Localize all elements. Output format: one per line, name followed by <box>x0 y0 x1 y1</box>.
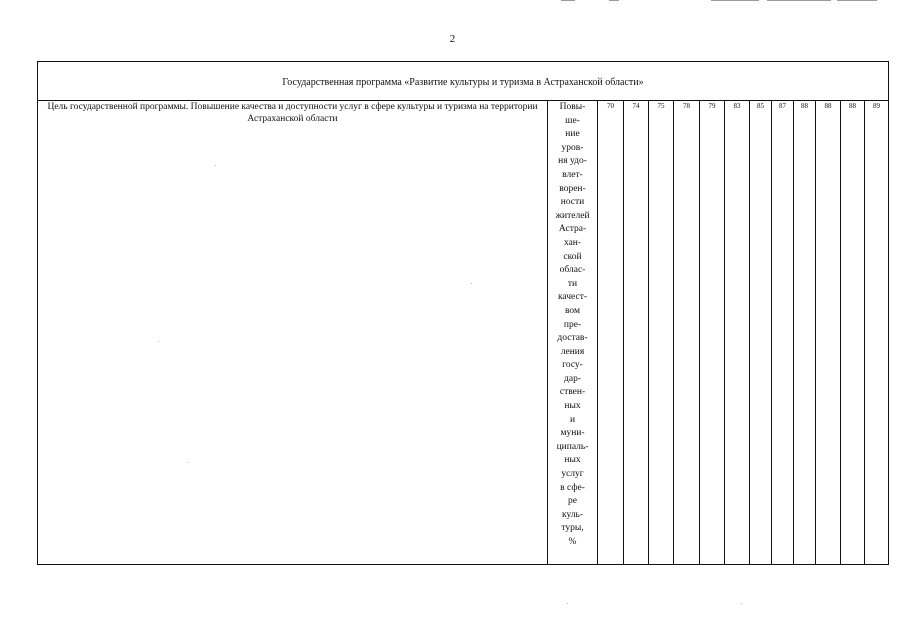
indicator-value: 78 <box>674 101 700 565</box>
program-title: Государственная программа «Развитие культуры и туризма в Астраханской области» <box>38 62 889 101</box>
program-title-row <box>38 62 889 101</box>
indicator-text-line: ления <box>560 346 585 357</box>
indicator-value: 87 <box>772 101 794 565</box>
indicator-text-line: ти <box>567 278 578 289</box>
indicator-text-line: % <box>568 537 577 547</box>
indicator-text-line: ворен- <box>559 183 586 194</box>
program-goal: Цель государственной программы. Повышение качества и доступности услуг в сфере культуры и туризма на территории Астраханской области <box>38 101 548 565</box>
indicator-text-line: дар- <box>564 373 581 384</box>
indicator-text-line: ципаль- <box>556 441 589 452</box>
indicator-value: 79 <box>700 101 725 565</box>
indicator-value: 85 <box>750 101 772 565</box>
indicator-text-line: пре- <box>563 319 582 330</box>
indicator-text-line: ние <box>565 129 580 140</box>
scan-speck <box>567 603 568 604</box>
indicator-value: 75 <box>649 101 674 565</box>
scan-speck <box>471 283 472 284</box>
indicator-text-line: муни- <box>560 428 585 439</box>
indicator-text-line: ской <box>563 251 582 262</box>
indicator-value: 83 <box>725 101 750 565</box>
indicator-text-line: услуг <box>561 469 584 480</box>
indicator-value: 89 <box>865 101 889 565</box>
indicator-text-line: ных <box>564 455 581 466</box>
indicator-text-line: влет- <box>562 169 583 180</box>
indicator-text-line: качест- <box>557 292 588 303</box>
indicator-text-line: хан- <box>563 237 582 248</box>
indicator-value: 70 <box>598 101 624 565</box>
indicator-value: 88 <box>841 101 865 565</box>
indicator-text-line: ных <box>564 401 581 412</box>
scan-speck <box>215 165 216 166</box>
indicator-text-line: ше- <box>565 115 580 126</box>
indicator-text-line: туры, <box>561 523 584 534</box>
indicator-text-line: ня удо- <box>558 156 587 167</box>
indicator-value: 88 <box>816 101 841 565</box>
indicator-text-line: вом <box>564 305 580 316</box>
indicator-text-line: Астра- <box>558 224 587 235</box>
indicator-text-line: уров- <box>561 142 584 153</box>
scan-speck <box>741 603 742 604</box>
page-number: 2 <box>449 33 456 45</box>
indicator-text-line: ности <box>560 197 585 208</box>
goal-row <box>38 101 889 565</box>
indicator-text-line: Повы- <box>559 102 586 112</box>
indicator-value: 74 <box>624 101 649 565</box>
indicator-text-line: облас- <box>559 265 586 276</box>
indicator-text-line: жителей <box>555 210 590 221</box>
top-edge-marks <box>561 0 891 4</box>
indicator-text-line: достав- <box>557 333 588 344</box>
indicator-value: 88 <box>794 101 816 565</box>
indicator-description <box>548 101 598 565</box>
program-table <box>37 61 889 565</box>
scan-speck <box>188 462 189 463</box>
indicator-text-line: и <box>569 414 576 425</box>
scan-speck <box>158 341 159 342</box>
indicator-text-line: ре <box>568 496 577 507</box>
indicator-text-line: госу- <box>562 360 583 371</box>
indicator-text-line: в сфе- <box>560 482 585 493</box>
indicator-text-line: куль- <box>561 509 584 520</box>
indicator-text-line: ствен- <box>559 387 586 398</box>
